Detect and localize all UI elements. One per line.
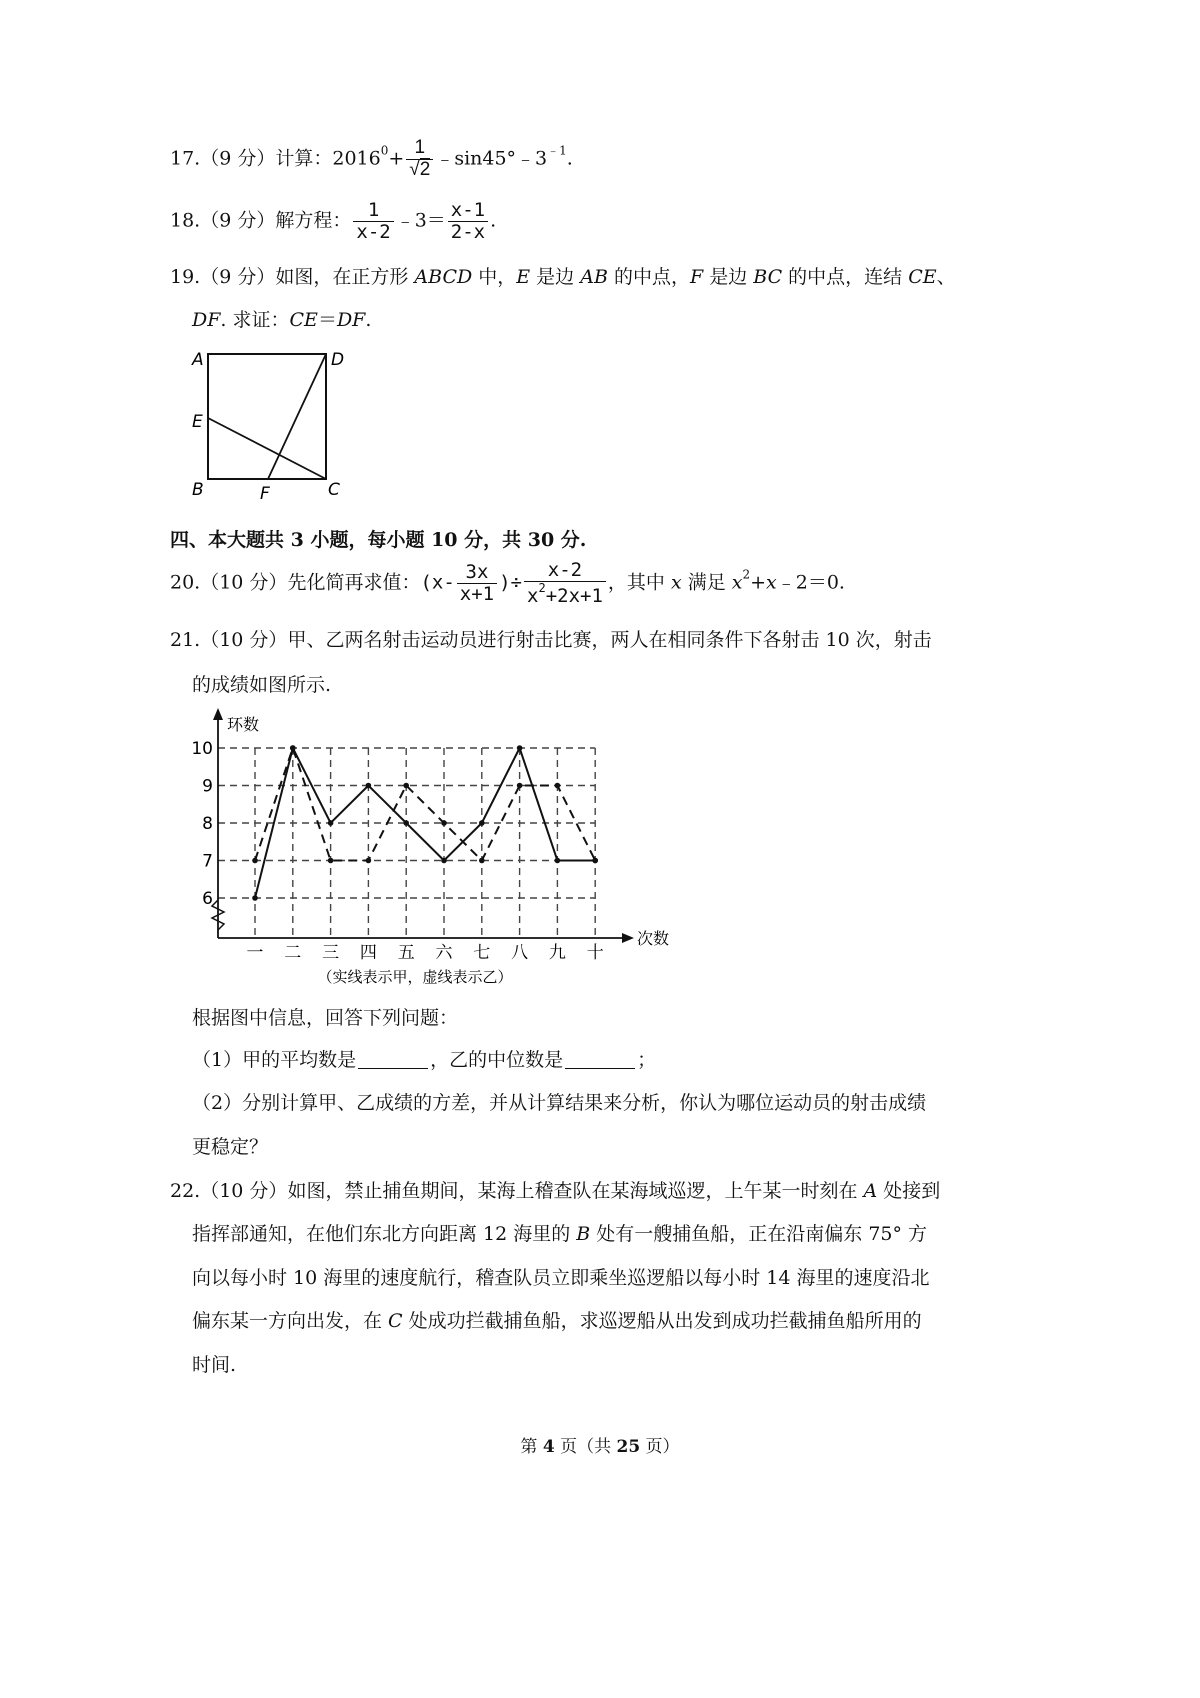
data-point [328, 820, 334, 826]
segment-ce [208, 418, 326, 479]
q17-base: 2016 [332, 147, 381, 170]
q20-big-num: x-2 [524, 560, 606, 582]
q20-inner-den: x+1 [459, 582, 495, 605]
q22-text: 处成功拦截捕鱼船，求巡逻船从出发到成功拦截捕鱼船所用的 [402, 1310, 922, 1332]
q21-score: （10 分） [200, 629, 288, 651]
footer-text: 页（共 [554, 1437, 617, 1457]
q22-score: （10 分） [200, 1180, 288, 1202]
q19-var: F [689, 266, 704, 288]
section-4-heading: 四、本大题共 3 小题，每小题 10 分，共 30 分. [170, 529, 587, 551]
q19-var: CE [289, 309, 318, 331]
q17-base-exp: 0 [380, 143, 389, 158]
q17-radicand: 2 [419, 158, 431, 180]
data-point [290, 745, 296, 751]
q20-score: （10 分） [200, 571, 288, 594]
data-point [517, 783, 523, 789]
q17-end: . [566, 147, 573, 170]
q19-var: BC [753, 266, 783, 288]
q19-text: 的中点，连结 [782, 266, 909, 288]
x-tick-label: 七 [473, 943, 491, 963]
data-point [403, 820, 409, 826]
q20-close: )÷ [499, 571, 522, 594]
q18-label: 解方程： [275, 209, 352, 232]
q22-line2 [192, 1219, 927, 1246]
q19-var: AB [580, 266, 608, 288]
q20-big-den [524, 582, 606, 607]
q18-line [170, 200, 496, 243]
answer-blank-mean[interactable] [358, 1050, 428, 1069]
data-point [366, 858, 372, 864]
chart-note: （实线表示甲，虚线表示乙） [317, 968, 513, 986]
q18-middle: ﹣3＝ [395, 209, 446, 232]
q21-text: ； [637, 1049, 657, 1071]
q19-line2 [192, 305, 371, 332]
label-b: B [192, 480, 204, 500]
q20-label: 先化简再求值： [287, 571, 421, 594]
q18-end: . [490, 209, 497, 232]
data-point [441, 820, 447, 826]
q20-line [170, 560, 845, 607]
q22-var: B [576, 1223, 591, 1245]
shooting-score-chart [185, 700, 685, 990]
q20-text: 满足 [681, 571, 732, 594]
footer-total-pages: 25 [616, 1437, 641, 1457]
footer-text: 第 [520, 1437, 543, 1457]
series-line-yi [255, 748, 595, 861]
q20-big-den-a: x [527, 584, 539, 607]
q22-text: 如图，禁止捕鱼期间，某海上稽查队在某海域巡逻，上午某一时刻在 [287, 1180, 864, 1202]
label-d: D [331, 350, 345, 370]
label-a: A [192, 350, 204, 370]
data-point [555, 783, 561, 789]
q19-text: ＝ [317, 309, 337, 331]
q20-big-den-exp: 2 [538, 580, 546, 595]
q19-text: . 求证： [220, 309, 290, 331]
q18-right-num: x-1 [448, 200, 488, 222]
data-point [517, 745, 523, 751]
data-point [592, 858, 598, 864]
q21-text: （1）甲的平均数是 [192, 1049, 357, 1071]
q18-number: 18. [170, 209, 201, 232]
q22-var: A [863, 1180, 878, 1202]
q21-text: 甲、乙两名射击运动员进行射击比赛，两人在相同条件下各射击 10 次，射击 [287, 629, 932, 651]
q19-text: 是边 [703, 266, 754, 288]
data-point [555, 858, 561, 864]
data-point [403, 783, 409, 789]
label-f: F [260, 484, 270, 504]
q19-var: DF [336, 309, 366, 331]
q19-var: CE [908, 266, 937, 288]
data-point [252, 895, 258, 901]
x-axis-arrow [622, 933, 634, 943]
q18-right-den: 2-x [450, 220, 486, 243]
q17-rest: ﹣sin45°﹣3 [435, 147, 548, 170]
data-point [479, 820, 485, 826]
y-tick-label: 6 [202, 889, 213, 909]
q20-number: 20. [170, 571, 201, 594]
footer-text: 页） [640, 1437, 680, 1457]
q20-exp: 2 [742, 567, 751, 582]
q19-number: 19. [170, 266, 201, 288]
q18-right-fraction [448, 200, 488, 243]
y-tick-label: 10 [191, 739, 213, 759]
data-point [366, 783, 372, 789]
q17-line [170, 138, 573, 181]
y-tick-label: 8 [202, 814, 213, 834]
q20-text: ﹣2＝0. [776, 571, 845, 594]
q21-line2: 的成绩如图所示. [192, 674, 332, 696]
label-c: C [328, 480, 340, 500]
q22-var: C [388, 1310, 403, 1332]
q18-left-fraction [353, 200, 393, 243]
q19-text: 的中点， [607, 266, 690, 288]
q20-big-den-b: +2x+1 [545, 584, 603, 607]
data-point [479, 858, 485, 864]
footer-page-number: 4 [542, 1437, 555, 1457]
q21-part1 [192, 1045, 656, 1072]
x-axis-label: 次数 [637, 929, 670, 948]
x-tick-label: 五 [397, 943, 415, 963]
q19-var: ABCD [414, 266, 473, 288]
q20-var: x [766, 571, 777, 594]
data-point [441, 858, 447, 864]
q17-label: 计算： [275, 147, 333, 170]
x-tick-label: 二 [284, 943, 302, 963]
q17-exp: ﹣1 [547, 143, 567, 158]
data-point [328, 858, 334, 864]
q18-left-den: x-2 [356, 220, 391, 243]
q22-line5: 时间. [192, 1354, 237, 1376]
q19-var: E [516, 266, 531, 288]
x-tick-label: 九 [548, 943, 566, 963]
q19-text: 、 [936, 266, 956, 288]
y-axis-arrow [213, 708, 223, 720]
answer-blank-median[interactable] [565, 1050, 635, 1069]
x-tick-label: 四 [359, 943, 377, 963]
q21-text: ，乙的中位数是 [430, 1049, 564, 1071]
q22-line4 [192, 1306, 922, 1333]
q21-line1 [170, 625, 932, 652]
q17-fraction [406, 138, 433, 181]
q20-text: + [750, 571, 767, 594]
q19-text: 是边 [530, 266, 581, 288]
q20-text: ，其中 [607, 571, 671, 594]
q22-text: 处有一艘捕鱼船，正在沿南偏东 75° 方 [590, 1223, 928, 1245]
q19-score: （9 分） [200, 266, 276, 288]
q17-plus: + [388, 147, 405, 170]
segment-df [268, 354, 326, 479]
x-tick-label: 六 [435, 943, 453, 963]
data-point [252, 858, 258, 864]
q22-line1 [170, 1176, 940, 1203]
q22-text: 偏东某一方向出发，在 [192, 1310, 389, 1332]
x-tick-label: 十 [586, 943, 604, 963]
q21-part2-line2: 更稳定？ [192, 1136, 269, 1158]
q22-text: 处接到 [877, 1180, 941, 1202]
q19-text: 如图，在正方形 [275, 266, 415, 288]
q17-number: 17. [170, 147, 201, 170]
y-axis-label: 环数 [227, 715, 260, 734]
q20-big-fraction [524, 560, 606, 607]
q17-frac-den: √2 [409, 158, 431, 180]
q20-var: x [670, 571, 682, 594]
q19-text: 中， [472, 266, 517, 288]
q22-number: 22. [170, 1180, 201, 1202]
q20-inner-num: 3x [457, 562, 497, 584]
square-figure [188, 345, 358, 505]
q21-part2-line1: （2）分别计算甲、乙成绩的方差，并从计算结果来分析，你认为哪位运动员的射击成绩 [192, 1092, 927, 1114]
x-tick-label: 一 [246, 943, 264, 963]
y-tick-label: 7 [202, 851, 213, 872]
q19-line1 [170, 262, 956, 289]
q19-var: DF [192, 309, 221, 331]
y-tick-label: 9 [202, 776, 213, 797]
x-tick-label: 八 [511, 943, 529, 963]
x-tick-label: 三 [322, 943, 340, 963]
q20-open: (x- [420, 571, 455, 594]
square-abcd [208, 354, 326, 479]
q19-text: . [365, 309, 372, 331]
q17-frac-num: 1 [406, 138, 433, 160]
q22-text: 指挥部通知，在他们东北方向距离 12 海里的 [192, 1223, 577, 1245]
page-footer [0, 1432, 1200, 1457]
q20-inner-fraction [457, 562, 497, 605]
label-e: E [192, 412, 203, 432]
q21-intro: 根据图中信息，回答下列问题： [192, 1007, 459, 1029]
q18-left-num: 1 [353, 200, 393, 222]
q17-score: （9 分） [200, 147, 276, 170]
q18-score: （9 分） [200, 209, 276, 232]
q21-number: 21. [170, 629, 201, 651]
q20-var: x [731, 571, 743, 594]
q22-line3: 向以每小时 10 海里的速度航行，稽查队员立即乘坐巡逻船以每小时 14 海里的速度沿北 [192, 1267, 930, 1289]
